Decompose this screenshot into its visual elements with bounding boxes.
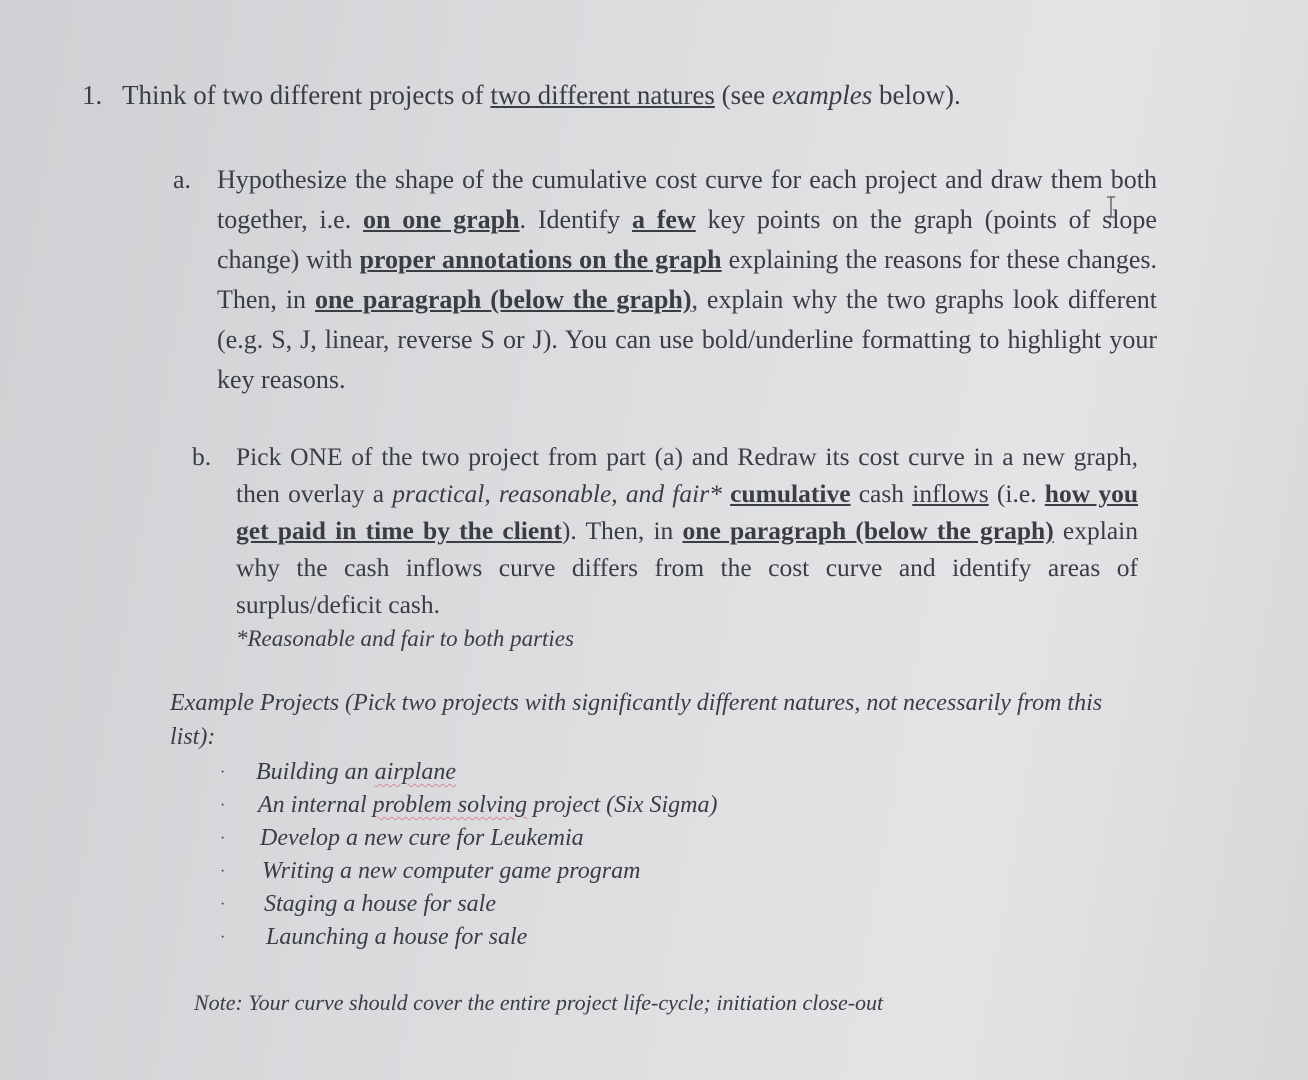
note-text: Note: Your curve should cover the entire project life-cycle; initiation close-out xyxy=(194,990,884,1015)
part-b-text-3: cash xyxy=(850,479,913,508)
bullet-icon: · xyxy=(220,863,226,880)
part-a-text-4: explaining the reasons for these changes. Then, in xyxy=(217,245,1157,314)
part-b-footnote: *Reasonable and fair to both parties xyxy=(236,626,574,651)
part-a-text-3: key points on the graph (points of slope change) with xyxy=(217,205,1157,274)
text-cursor-icon xyxy=(1106,196,1116,218)
examples-intro: Example Projects (Pick two projects with significantly different natures, not necessarily from this list): xyxy=(170,690,1103,750)
list-item xyxy=(210,888,718,921)
example-text-after: project (Six Sigma) xyxy=(527,792,718,818)
question-text-after: below). xyxy=(872,80,961,110)
part-a-bold-4: one paragraph (below the graph) xyxy=(314,285,692,314)
list-item xyxy=(210,789,718,822)
part-b-text-2 xyxy=(722,479,730,508)
part-b-bold-3: one paragraph (below the graph) xyxy=(682,516,1054,545)
example-text: Building an xyxy=(256,759,375,785)
bullet-icon: · xyxy=(220,830,226,847)
part-a-text-1: Hypothesize the shape of the cumulative cost curve for each project and draw them both together, i.e. xyxy=(217,165,1157,234)
question-1 xyxy=(82,80,961,111)
question-text-middle: (see xyxy=(714,80,772,110)
question-number: 1. xyxy=(82,80,103,110)
part-b-underlined-1: inflows xyxy=(912,479,989,508)
part-a-text-5: , explain why the two graphs look different (e.g. S, J, linear, reverse S or J). You can use bold/underline formatting to highlight your key reasons. xyxy=(217,285,1157,394)
list-item xyxy=(210,822,718,855)
question-underlined-text: two different natures xyxy=(490,80,715,110)
part-b-text-1: Pick ONE of the two project from part (a) and Redraw its cost curve in a new graph, then overlay a xyxy=(236,442,1138,508)
spellcheck-marked-text: airplane xyxy=(374,759,456,785)
part-b-text-6: explain why the cash inflows curve differs from the cost curve and identify areas of surplus/deficit cash. xyxy=(236,516,1138,619)
bullet-icon: · xyxy=(220,896,226,913)
part-b-text-5: ). Then, in xyxy=(561,516,683,545)
bullet-icon: · xyxy=(220,797,226,814)
part-a-bold-3: proper annotations on the graph xyxy=(359,245,722,274)
part-b-bold-1: cumulative xyxy=(730,479,851,508)
list-item xyxy=(210,921,718,954)
bullet-icon: · xyxy=(220,764,226,781)
examples-list xyxy=(210,756,718,954)
part-b-italic-1: practical, reasonable, and fair* xyxy=(392,479,722,508)
part-a-marker: a. xyxy=(173,165,192,194)
question-text-before: Think of two different projects of xyxy=(122,80,491,110)
example-text: An internal xyxy=(258,792,373,818)
example-text: Develop a new cure for Leukemia xyxy=(260,825,584,851)
part-b-text-4: (i.e. xyxy=(988,479,1045,508)
list-item xyxy=(210,855,718,888)
part-a-bold-2: a few xyxy=(631,205,696,234)
part-b xyxy=(192,438,1139,655)
list-item xyxy=(210,756,718,789)
example-text: Staging a house for sale xyxy=(264,891,496,917)
part-a xyxy=(173,160,1157,400)
example-text: Writing a new computer game program xyxy=(262,858,641,884)
bullet-icon: · xyxy=(220,929,226,946)
spellcheck-marked-text: problem solving xyxy=(372,792,528,818)
part-a-bold-1: on one graph xyxy=(363,205,520,234)
part-b-marker: b. xyxy=(192,442,212,471)
example-text: Launching a house for sale xyxy=(266,924,528,950)
part-a-text-2: . Identify xyxy=(519,205,632,234)
part-b-bold-2: how you get paid in time by the client xyxy=(236,479,1139,545)
question-italic-text: examples xyxy=(771,80,873,110)
